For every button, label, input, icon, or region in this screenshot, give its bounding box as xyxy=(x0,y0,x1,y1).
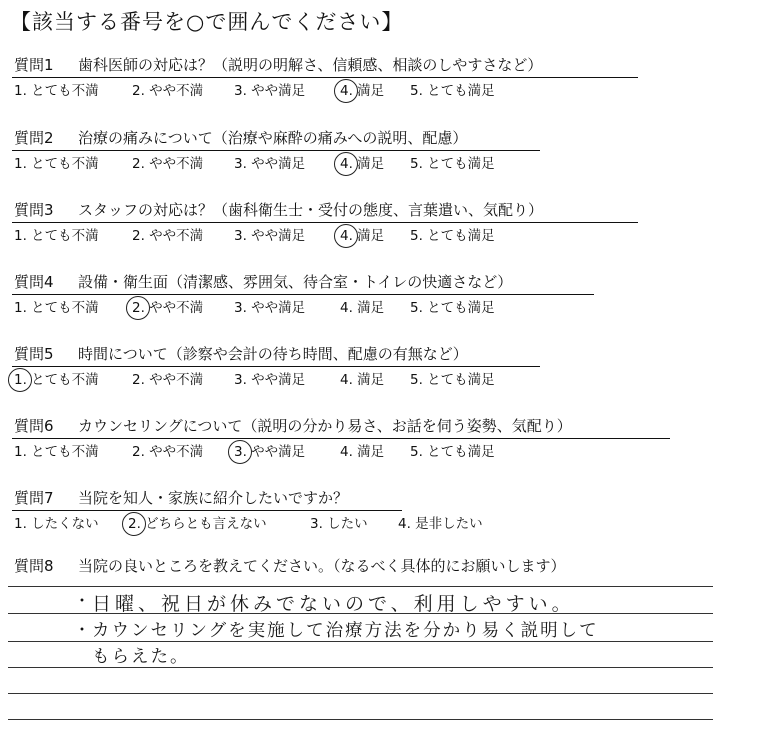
question-5-title xyxy=(14,344,468,364)
question-7-number: 質問7 xyxy=(14,489,54,507)
option-3[interactable]: 3. やや満足 xyxy=(234,156,306,172)
selected-option-circle xyxy=(334,152,358,176)
question-4-underline xyxy=(12,294,594,295)
answer-bullet-1: ・ xyxy=(74,591,91,610)
question-7-title xyxy=(14,488,348,508)
question-8-title xyxy=(14,556,566,576)
selected-option-circle xyxy=(334,224,358,248)
question-1-text: 歯科医師の対応は？（説明の明解さ、信頼感、相談のしやすさなど） xyxy=(78,56,543,74)
option-5[interactable]: 5. とても満足 xyxy=(410,228,495,244)
option-3[interactable]: 3. やや満足 xyxy=(234,83,306,99)
question-1-underline xyxy=(12,77,638,78)
option-4[interactable]: 4. 満足 xyxy=(340,444,385,460)
selected-option-circle xyxy=(228,440,252,464)
handwritten-answer-2: カウンセリングを実施して治療方法を分かり易く説明して xyxy=(92,621,599,641)
question-5-text: 時間について（診察や会計の待ち時間、配慮の有無など） xyxy=(78,345,468,363)
question-1-title xyxy=(14,55,542,75)
question-3-title xyxy=(14,200,543,220)
option-2[interactable]: 2. やや不満 xyxy=(132,300,204,316)
question-5-underline xyxy=(12,366,540,367)
selected-option-circle xyxy=(126,296,150,320)
option-3[interactable]: 3. やや満足 xyxy=(234,300,306,316)
question-5-number: 質問5 xyxy=(14,345,54,363)
option-3[interactable]: 3. やや満足 xyxy=(234,372,306,388)
question-2-number: 質問2 xyxy=(14,129,54,147)
option-2[interactable]: 2. やや不満 xyxy=(132,228,204,244)
question-4-number: 質問4 xyxy=(14,273,54,291)
question-8 xyxy=(14,556,566,576)
option-3[interactable]: 3. やや満足 xyxy=(234,228,306,244)
question-3 xyxy=(14,200,543,220)
question-3-number: 質問3 xyxy=(14,201,54,219)
option-5[interactable]: 5. とても満足 xyxy=(410,156,495,172)
option-5[interactable]: 5. とても満足 xyxy=(410,372,495,388)
question-2 xyxy=(14,128,467,148)
option-4[interactable]: 4. 満足 xyxy=(340,372,385,388)
option-4[interactable]: 4. 満足 xyxy=(340,156,385,172)
option-2[interactable]: 2. どちらとも言えない xyxy=(128,516,267,532)
question-7-text: 当院を知人・家族に紹介したいですか？ xyxy=(78,489,349,507)
question-7-underline xyxy=(12,510,402,511)
option-3[interactable]: 3. したい xyxy=(310,516,368,532)
question-7 xyxy=(14,488,348,508)
question-4 xyxy=(14,272,512,292)
option-5[interactable]: 5. とても満足 xyxy=(410,300,495,316)
option-1[interactable]: 1. とても不満 xyxy=(14,300,99,316)
handwritten-answer-1: 日曜、祝日が休みでないので、利用しやすい。 xyxy=(92,593,575,615)
option-1[interactable]: 1. とても不満 xyxy=(14,83,99,99)
option-3[interactable]: 3. やや満足 xyxy=(234,444,306,460)
option-2[interactable]: 2. やや不満 xyxy=(132,156,204,172)
question-6-number: 質問6 xyxy=(14,417,54,435)
option-4[interactable]: 4. 満足 xyxy=(340,83,385,99)
question-6 xyxy=(14,416,572,436)
option-1[interactable]: 1. とても不満 xyxy=(14,156,99,172)
option-1[interactable]: 1. とても不満 xyxy=(14,228,99,244)
option-1[interactable]: 1. とても不満 xyxy=(14,444,99,460)
option-5[interactable]: 5. とても満足 xyxy=(410,444,495,460)
option-5[interactable]: 5. とても満足 xyxy=(410,83,495,99)
question-4-title xyxy=(14,272,512,292)
option-4[interactable]: 4. 是非したい xyxy=(398,516,483,532)
selected-option-circle xyxy=(334,79,358,103)
question-1 xyxy=(14,55,542,75)
answer-bullet-2: ・ xyxy=(74,620,91,639)
option-2[interactable]: 2. やや不満 xyxy=(132,83,204,99)
question-2-title xyxy=(14,128,467,148)
option-4[interactable]: 4. 満足 xyxy=(340,300,385,316)
option-2[interactable]: 2. やや不満 xyxy=(132,372,204,388)
question-8-text: 当院の良いところを教えてください。（なるべく具体的にお願いします） xyxy=(78,557,566,575)
question-3-text: スタッフの対応は？（歯科衛生士・受付の態度、言葉遣い、気配り） xyxy=(78,201,544,219)
answer-line-1 xyxy=(8,586,713,587)
option-1[interactable]: 1. とても不満 xyxy=(14,372,99,388)
option-2[interactable]: 2. やや不満 xyxy=(132,444,204,460)
question-5 xyxy=(14,344,468,364)
question-6-text: カウンセリングについて（説明の分かり易さ、お話を伺う姿勢、気配り） xyxy=(78,417,572,435)
option-1[interactable]: 1. したくない xyxy=(14,516,99,532)
selected-option-circle xyxy=(8,368,32,392)
question-1-number: 質問1 xyxy=(14,56,54,74)
instruction-heading: 【該当する番号を○で囲んでください】 xyxy=(10,10,404,34)
option-4[interactable]: 4. 満足 xyxy=(340,228,385,244)
selected-option-circle xyxy=(122,512,146,536)
handwritten-answer-3: もらえた。 xyxy=(92,647,190,667)
question-2-text: 治療の痛みについて（治療や麻酔の痛みへの説明、配慮） xyxy=(78,129,468,147)
question-2-underline xyxy=(12,150,540,151)
question-8-number: 質問8 xyxy=(14,557,54,575)
question-6-underline xyxy=(12,438,670,439)
question-3-underline xyxy=(12,222,638,223)
question-6-title xyxy=(14,416,572,436)
question-4-text: 設備・衛生面（清潔感、雰囲気、待合室・トイレの快適さなど） xyxy=(78,273,513,291)
answer-line-6 xyxy=(8,719,713,720)
answer-line-5 xyxy=(8,693,713,694)
